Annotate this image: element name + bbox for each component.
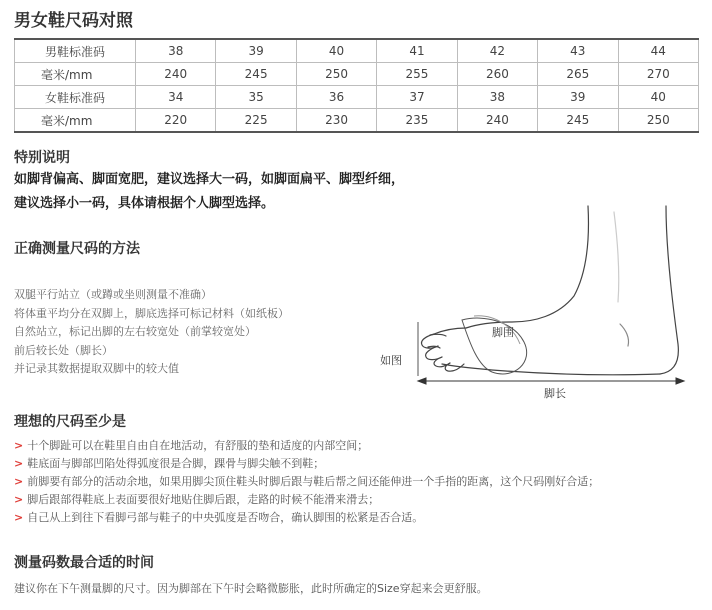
arrow-marker-icon: > <box>14 439 24 452</box>
ideal-size-item <box>14 455 599 473</box>
size-cell: 40 <box>618 86 698 109</box>
ideal-size-item-text: 前脚要有部分的活动余地，如果用脚尖顶住鞋头时脚后跟与鞋后帮之间还能伸进一个手指的距离，这个尺码刚好合适； <box>27 475 600 488</box>
arrow-marker-icon: > <box>14 457 24 470</box>
size-cell: 230 <box>296 109 376 133</box>
arrow-marker-icon: > <box>14 511 24 524</box>
size-cell: 245 <box>538 109 618 133</box>
size-cell: 39 <box>216 39 296 63</box>
measure-step: 双腿平行站立（或蹲或坐则测量不准确） <box>14 288 212 301</box>
size-cell: 38 <box>136 39 216 63</box>
measure-step: 将体重平均分在双脚上，脚底选择可标记材料（如纸板） <box>14 306 289 320</box>
size-cell: 44 <box>618 39 698 63</box>
size-row-label: 女鞋标准码 <box>15 86 136 109</box>
ideal-size-item-text: 自己从上到往下看脚弓部与鞋子的中央弧度是否吻合，确认脚围的松紧是否合适。 <box>27 511 424 524</box>
size-cell: 245 <box>216 63 296 86</box>
girth-loop-lines <box>462 316 527 374</box>
length-arrow <box>418 378 684 384</box>
ideal-size-item <box>14 491 599 509</box>
arrow-marker-icon: > <box>14 475 24 488</box>
size-table-row <box>15 109 699 133</box>
size-cell: 240 <box>457 109 537 133</box>
size-cell: 270 <box>618 63 698 86</box>
special-note-heading: 特别说明 <box>14 150 70 166</box>
size-cell: 36 <box>296 86 376 109</box>
length-label: 脚长 <box>544 388 566 400</box>
arrow-marker-icon: > <box>14 493 24 506</box>
measure-step: 自然站立，标记出脚的左右较宽处（前掌较宽处） <box>14 325 256 338</box>
page-title: 男女鞋尺码对照 <box>14 11 133 31</box>
special-note-line: 建议选择小一码，具体请根据个人脚型选择。 <box>14 196 275 211</box>
figure-label: 如图 <box>380 355 402 367</box>
measure-step: 前后较长处（脚长） <box>14 343 113 357</box>
ideal-size-item <box>14 437 599 455</box>
size-cell: 37 <box>377 86 457 109</box>
size-cell: 250 <box>296 63 376 86</box>
size-cell: 38 <box>457 86 537 109</box>
size-row-label: 毫米/mm <box>15 63 136 86</box>
size-cell: 43 <box>538 39 618 63</box>
size-chart-table <box>14 38 699 133</box>
size-row-label: 男鞋标准码 <box>15 39 136 63</box>
size-row-label: 毫米/mm <box>15 109 136 133</box>
size-cell: 250 <box>618 109 698 133</box>
ideal-size-item <box>14 509 599 527</box>
size-cell: 34 <box>136 86 216 109</box>
size-cell: 240 <box>136 63 216 86</box>
ideal-size-heading: 理想的尺码至少是 <box>14 414 126 430</box>
measure-method-heading: 正确测量尺码的方法 <box>14 241 140 257</box>
special-note-line: 如脚背偏高、脚面宽肥，建议选择大一码，如脚面扁平、脚型纤细， <box>14 172 405 187</box>
best-time-text: 建议你在下午测量脚的尺寸。因为脚部在下午时会略微膨胀，此时所确定的Size穿起来会更舒服。 <box>14 582 488 595</box>
size-table-row <box>15 39 699 63</box>
size-table-row <box>15 63 699 86</box>
size-cell: 39 <box>538 86 618 109</box>
size-cell: 225 <box>216 109 296 133</box>
ideal-size-item-text: 鞋底面与脚部凹陷处得弧度很是合脚，踝骨与脚尖触不到鞋； <box>27 457 325 470</box>
measure-steps-list <box>14 286 289 379</box>
size-cell: 220 <box>136 109 216 133</box>
ideal-size-list <box>14 437 599 527</box>
best-time-heading: 测量码数最合适的时间 <box>14 555 154 571</box>
size-table-row <box>15 86 699 109</box>
ideal-size-item-text: 十个脚趾可以在鞋里自由自在地活动，有舒服的垫和适度的内部空间； <box>27 439 369 452</box>
measure-step: 并记录其数据提取双脚中的较大值 <box>14 362 179 375</box>
size-cell: 42 <box>457 39 537 63</box>
size-cell: 35 <box>216 86 296 109</box>
girth-label: 脚围 <box>492 327 514 339</box>
size-cell: 40 <box>296 39 376 63</box>
size-cell: 41 <box>377 39 457 63</box>
ideal-size-item-text: 脚后跟部得鞋底上表面要很好地贴住脚后跟，走路的时候不能滑来滑去； <box>27 493 380 506</box>
foot-outline <box>422 206 679 375</box>
size-cell: 255 <box>377 63 457 86</box>
ideal-size-item <box>14 473 599 491</box>
size-cell: 260 <box>457 63 537 86</box>
size-cell: 265 <box>538 63 618 86</box>
foot-measure-diagram <box>374 204 700 400</box>
size-cell: 235 <box>377 109 457 133</box>
